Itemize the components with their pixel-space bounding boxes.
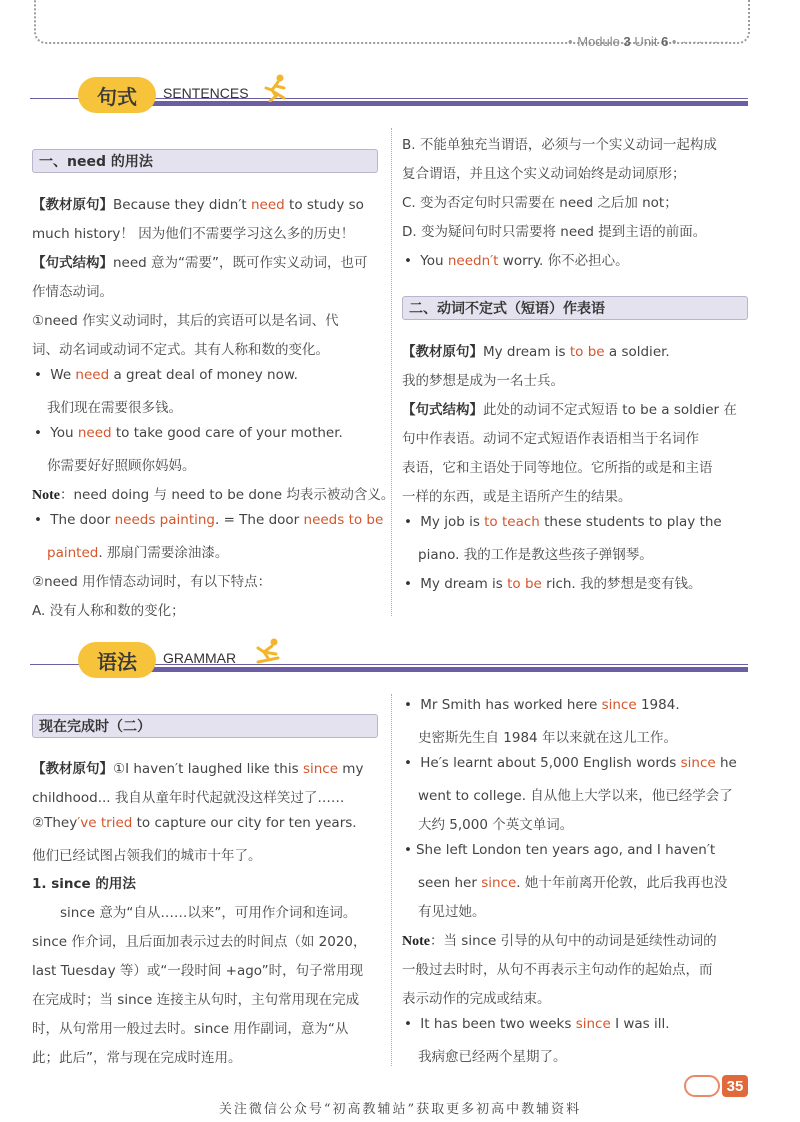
text-line: 【句式结构】此处的动词不定式短语 to be a soldier 在 (402, 402, 737, 418)
text-line: 我们现在需要很多钱。 (47, 400, 182, 416)
text-line: ②need 用作情态动词时，有以下特点： (32, 574, 272, 590)
text-line: seen her since. 她十年前离开伦敦，此后我再也没 (418, 875, 728, 891)
skater-icon (252, 636, 282, 666)
text-line: 史密斯先生自 1984 年以来就在这儿工作。 (418, 730, 677, 746)
module-unit-header: • Module 3 Unit 6 • ········· (568, 34, 731, 49)
example-line: • Mr Smith has worked here since 1984. (404, 697, 680, 713)
text-line: 复合谓语，并且这个实义动词始终是动词原形； (402, 166, 686, 182)
text-line: 我病愈已经两个星期了。 (418, 1049, 567, 1065)
text-line: 他们已经试图占领我们的城市十年了。 (32, 848, 262, 864)
text-line: 【句式结构】need 意为“需要”，既可作实义动词，也可 (32, 255, 368, 271)
text-line: 作情态动词。 (32, 284, 113, 300)
text-line: 【教材原句】①I haven′t laughed like this since my (32, 761, 364, 777)
page-number: 35 (722, 1075, 748, 1097)
text-line: 时，从句常用一般过去时。since 用作副词，意为“从 (32, 1021, 349, 1037)
text-line: went to college. 自从他上大学以来，他已经学会了 (418, 788, 733, 804)
section-rule (150, 101, 748, 106)
text-line: 有见过她。 (418, 904, 486, 920)
example-line: • My dream is to be rich. 我的梦想是变有钱。 (404, 572, 702, 592)
text-line: C. 变为否定句时只需要在 need 之后加 not； (402, 195, 678, 211)
runner-icon (262, 72, 292, 102)
grammar-en-title: GRAMMAR (163, 650, 237, 666)
need-usage-heading: 一、need 的用法 (32, 149, 378, 173)
text-line: ②They′ve tried to capture our city for ten years. (32, 815, 357, 831)
text-line: D. 变为疑问句时只需要将 need 提到主语的前面。 (402, 224, 707, 240)
text-line: 大约 5,000 个英文单词。 (418, 817, 574, 833)
example-line: • My job is to teach these students to play the (404, 514, 722, 530)
example-line: • She left London ten years ago, and I haven′t (404, 842, 715, 858)
page-number-decoration (684, 1075, 720, 1097)
text-line: ①need 作实义动词时，其后的宾语可以是名词、代 (32, 313, 339, 329)
text-line: 我的梦想是成为一名士兵。 (402, 373, 564, 389)
text-line: A. 没有人称和数的变化； (32, 603, 185, 619)
text-line: piano. 我的工作是教这些孩子弹钢琴。 (418, 547, 653, 563)
text-line: 一般过去时时，从句不再表示主句动作的起始点，而 (402, 962, 713, 978)
example-line: • It has been two weeks since I was ill. (404, 1016, 670, 1032)
note-line: Note：当 since 引导的从句中的动词是延续性动词的 (402, 933, 717, 949)
infinitive-heading: 二、动词不定式（短语）作表语 (402, 296, 748, 320)
example-line: • You needn′t worry. 你不必担心。 (404, 249, 629, 269)
text-line: painted. 那扇门需要涂油漆。 (47, 545, 229, 561)
text-line: 词、动名词或动词不定式。其有人称和数的变化。 (32, 342, 329, 358)
text-line: 一样的东西，或是主语所产生的结果。 (402, 489, 632, 505)
text-line: 【教材原句】My dream is to be a soldier. (402, 344, 670, 360)
text-line: 你需要好好照顾你妈妈。 (47, 458, 196, 474)
text-line: 句中作表语。动词不定式短语作表语相当于名词作 (402, 431, 699, 447)
example-line: • You need to take good care of your mother. (34, 425, 343, 441)
sentences-en-title: SENTENCES (163, 85, 249, 101)
text-line: B. 不能单独充当谓语，必须与一个实义动词一起构成 (402, 137, 717, 153)
text-line: much history！ 因为他们不需要学习这么多的历史！ (32, 226, 355, 242)
column-divider (391, 694, 392, 1066)
text-line: since 作介词，且后面加表示过去的时间点（如 2020， (32, 934, 367, 950)
text-line: last Tuesday 等）或“一段时间 +ago”时，句子常用现 (32, 963, 364, 979)
grammar-badge: 语法 (78, 642, 156, 678)
example-line: • We need a great deal of money now. (34, 367, 298, 383)
note-line: Note：need doing 与 need to be done 均表示被动含义。 (32, 487, 395, 503)
since-usage-subheading: 1. since 的用法 (32, 876, 136, 892)
example-line: • He′s learnt about 5,000 English words since he (404, 755, 737, 771)
text-line: childhood... 我自从童年时代起就没这样笑过了…… (32, 790, 345, 806)
example-line: • The door needs painting. = The door needs to be (34, 512, 383, 528)
text-line: 在完成时；当 since 连接主从句时，主句常用现在完成 (32, 992, 360, 1008)
text-line: 此；此后”，常与现在完成时连用。 (32, 1050, 242, 1066)
text-line: 表语，它和主语处于同等地位。它所指的或是和主语 (402, 460, 713, 476)
text-line: since 意为“自从……以来”，可用作介词和连词。 (60, 905, 357, 921)
text-line: 表示动作的完成或结束。 (402, 991, 551, 1007)
sentences-badge: 句式 (78, 77, 156, 113)
section-rule (150, 667, 748, 672)
present-perfect-heading: 现在完成时（二） (32, 714, 378, 738)
text-line: 【教材原句】Because they didn′t need to study so (32, 197, 364, 213)
footer-notice: 关注微信公众号“初高教辅站”获取更多初高中教辅资料 (218, 1102, 582, 1117)
column-divider (391, 128, 392, 616)
